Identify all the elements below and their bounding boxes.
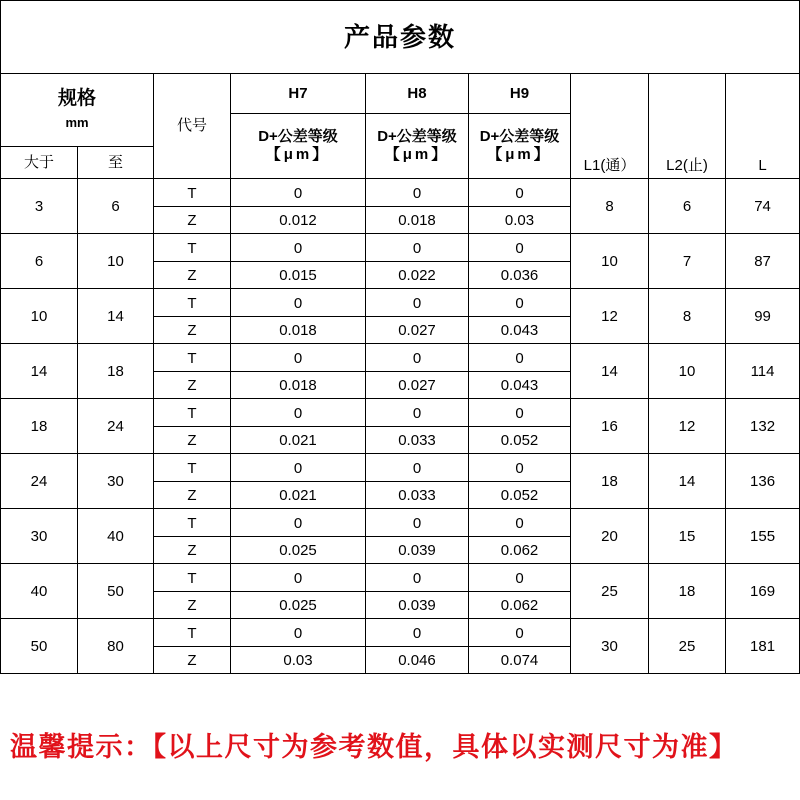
spec-unit: mm xyxy=(65,115,89,130)
grade-header-h9: H9 xyxy=(469,74,571,114)
l2-cell: 10 xyxy=(649,344,726,399)
tolerance-cell: 0.022 xyxy=(366,262,469,289)
notice-text: 温馨提示：【以上尺寸为参考数值，具体以实测尺寸为准】 xyxy=(10,732,738,762)
size-from-cell: 40 xyxy=(1,564,78,619)
size-from-cell: 3 xyxy=(1,179,78,234)
tolerance-cell: 0.052 xyxy=(469,427,571,454)
tolerance-cell: 0.062 xyxy=(469,537,571,564)
l-cell: 114 xyxy=(726,344,800,399)
code-cell: Z xyxy=(154,317,231,344)
tolerance-cell: 0 xyxy=(469,564,571,592)
l1-header: L1(通） xyxy=(571,74,649,179)
tolerance-cell: 0 xyxy=(231,344,366,372)
tolerance-cell: 0.03 xyxy=(469,207,571,234)
tolerance-cell: 0 xyxy=(469,619,571,647)
tolerance-cell: 0 xyxy=(469,289,571,317)
to-header: 至 xyxy=(78,147,154,179)
table-row xyxy=(1,289,800,317)
code-cell: Z xyxy=(154,482,231,509)
size-from-cell: 6 xyxy=(1,234,78,289)
tolerance-cell: 0.025 xyxy=(231,592,366,619)
code-header: 代号 xyxy=(154,74,231,179)
code-cell: Z xyxy=(154,262,231,289)
tolerance-cell: 0.03 xyxy=(231,647,366,674)
table-row xyxy=(1,344,800,372)
tolerance-cell: 0 xyxy=(366,344,469,372)
grade-unit-text: 【μm】 xyxy=(487,146,552,163)
l1-cell: 30 xyxy=(571,619,649,674)
l-cell: 169 xyxy=(726,564,800,619)
l2-cell: 25 xyxy=(649,619,726,674)
tolerance-cell: 0.033 xyxy=(366,482,469,509)
grade-desc-h8 xyxy=(366,114,469,179)
code-cell: Z xyxy=(154,372,231,399)
l1-cell: 12 xyxy=(571,289,649,344)
code-cell: T xyxy=(154,454,231,482)
table-row xyxy=(1,454,800,482)
l2-cell: 6 xyxy=(649,179,726,234)
tolerance-cell: 0.039 xyxy=(366,537,469,564)
size-from-cell: 14 xyxy=(1,344,78,399)
tolerance-cell: 0 xyxy=(231,289,366,317)
grade-desc-text: D+公差等级 xyxy=(377,128,457,145)
tolerance-cell: 0.015 xyxy=(231,262,366,289)
tolerance-cell: 0.027 xyxy=(366,372,469,399)
grade-desc-h9 xyxy=(469,114,571,179)
l-cell: 136 xyxy=(726,454,800,509)
table-row xyxy=(1,564,800,592)
tolerance-cell: 0.033 xyxy=(366,427,469,454)
from-header: 大于 xyxy=(1,147,78,179)
size-from-cell: 30 xyxy=(1,509,78,564)
l1-cell: 10 xyxy=(571,234,649,289)
grade-unit-text: 【μm】 xyxy=(384,146,450,163)
spec-label: 规格 xyxy=(57,88,96,109)
l2-cell: 12 xyxy=(649,399,726,454)
code-cell: Z xyxy=(154,647,231,674)
l-cell: 87 xyxy=(726,234,800,289)
tolerance-cell: 0 xyxy=(469,454,571,482)
size-from-cell: 50 xyxy=(1,619,78,674)
tolerance-cell: 0 xyxy=(469,234,571,262)
table-row xyxy=(1,399,800,427)
code-cell: T xyxy=(154,234,231,262)
tolerance-cell: 0.043 xyxy=(469,317,571,344)
tolerance-cell: 0 xyxy=(366,234,469,262)
code-cell: T xyxy=(154,399,231,427)
code-cell: T xyxy=(154,564,231,592)
size-from-cell: 24 xyxy=(1,454,78,509)
code-cell: Z xyxy=(154,592,231,619)
size-to-cell: 24 xyxy=(78,399,154,454)
tolerance-cell: 0.021 xyxy=(231,482,366,509)
size-to-cell: 50 xyxy=(78,564,154,619)
tolerance-cell: 0 xyxy=(366,564,469,592)
size-from-cell: 18 xyxy=(1,399,78,454)
tolerance-cell: 0 xyxy=(366,619,469,647)
grade-header-h7: H7 xyxy=(231,74,366,114)
table-row xyxy=(1,619,800,647)
tolerance-cell: 0.025 xyxy=(231,537,366,564)
size-to-cell: 40 xyxy=(78,509,154,564)
size-to-cell: 18 xyxy=(78,344,154,399)
code-cell: T xyxy=(154,179,231,207)
code-cell: T xyxy=(154,619,231,647)
l1-cell: 18 xyxy=(571,454,649,509)
size-to-cell: 80 xyxy=(78,619,154,674)
l-cell: 155 xyxy=(726,509,800,564)
l-cell: 99 xyxy=(726,289,800,344)
tolerance-cell: 0 xyxy=(469,399,571,427)
tolerance-cell: 0 xyxy=(366,509,469,537)
page-title: 产品参数 xyxy=(1,1,800,74)
code-cell: T xyxy=(154,344,231,372)
l-header: L xyxy=(726,74,800,179)
size-to-cell: 10 xyxy=(78,234,154,289)
l-cell: 74 xyxy=(726,179,800,234)
tolerance-cell: 0 xyxy=(469,344,571,372)
table-row xyxy=(1,509,800,537)
grade-desc-text: D+公差等级 xyxy=(479,128,560,145)
tolerance-cell: 0 xyxy=(366,179,469,207)
tolerance-cell: 0.062 xyxy=(469,592,571,619)
tolerance-cell: 0.039 xyxy=(366,592,469,619)
table-row xyxy=(1,179,800,207)
tolerance-cell: 0 xyxy=(366,399,469,427)
size-to-cell: 14 xyxy=(78,289,154,344)
l2-cell: 8 xyxy=(649,289,726,344)
tolerance-cell: 0 xyxy=(231,564,366,592)
tolerance-cell: 0 xyxy=(231,619,366,647)
tolerance-cell: 0.018 xyxy=(231,372,366,399)
grade-desc-h7 xyxy=(231,114,366,179)
tolerance-cell: 0 xyxy=(469,179,571,207)
l2-cell: 18 xyxy=(649,564,726,619)
header-row xyxy=(1,74,800,114)
l-cell: 132 xyxy=(726,399,800,454)
tolerance-cell: 0 xyxy=(231,179,366,207)
tolerance-cell: 0 xyxy=(231,454,366,482)
spec-header xyxy=(1,74,154,147)
tolerance-cell: 0.074 xyxy=(469,647,571,674)
table-row xyxy=(1,234,800,262)
grade-unit-text: 【μm】 xyxy=(265,146,331,163)
tolerance-cell: 0.018 xyxy=(366,207,469,234)
l1-cell: 25 xyxy=(571,564,649,619)
l1-cell: 14 xyxy=(571,344,649,399)
tolerance-cell: 0 xyxy=(469,509,571,537)
l1-cell: 8 xyxy=(571,179,649,234)
tolerance-cell: 0.021 xyxy=(231,427,366,454)
l1-cell: 16 xyxy=(571,399,649,454)
l1-cell: 20 xyxy=(571,509,649,564)
tolerance-cell: 0.043 xyxy=(469,372,571,399)
l2-cell: 14 xyxy=(649,454,726,509)
tolerance-cell: 0 xyxy=(366,454,469,482)
l2-cell: 15 xyxy=(649,509,726,564)
tolerance-cell: 0.046 xyxy=(366,647,469,674)
tolerance-cell: 0 xyxy=(231,509,366,537)
tolerance-cell: 0.027 xyxy=(366,317,469,344)
code-cell: Z xyxy=(154,427,231,454)
l-cell: 181 xyxy=(726,619,800,674)
l2-cell: 7 xyxy=(649,234,726,289)
size-to-cell: 6 xyxy=(78,179,154,234)
l2-header: L2(止) xyxy=(649,74,726,179)
size-to-cell: 30 xyxy=(78,454,154,509)
size-from-cell: 10 xyxy=(1,289,78,344)
grade-desc-text: D+公差等级 xyxy=(258,128,338,145)
tolerance-cell: 0 xyxy=(366,289,469,317)
grade-header-h8: H8 xyxy=(366,74,469,114)
code-cell: T xyxy=(154,289,231,317)
title-row xyxy=(1,1,800,74)
spec-table-body xyxy=(1,179,800,674)
tolerance-cell: 0.052 xyxy=(469,482,571,509)
code-cell: T xyxy=(154,509,231,537)
tolerance-cell: 0.018 xyxy=(231,317,366,344)
tolerance-cell: 0 xyxy=(231,399,366,427)
code-cell: Z xyxy=(154,207,231,234)
tolerance-cell: 0 xyxy=(231,234,366,262)
tolerance-cell: 0.036 xyxy=(469,262,571,289)
tolerance-cell: 0.012 xyxy=(231,207,366,234)
code-cell: Z xyxy=(154,537,231,564)
